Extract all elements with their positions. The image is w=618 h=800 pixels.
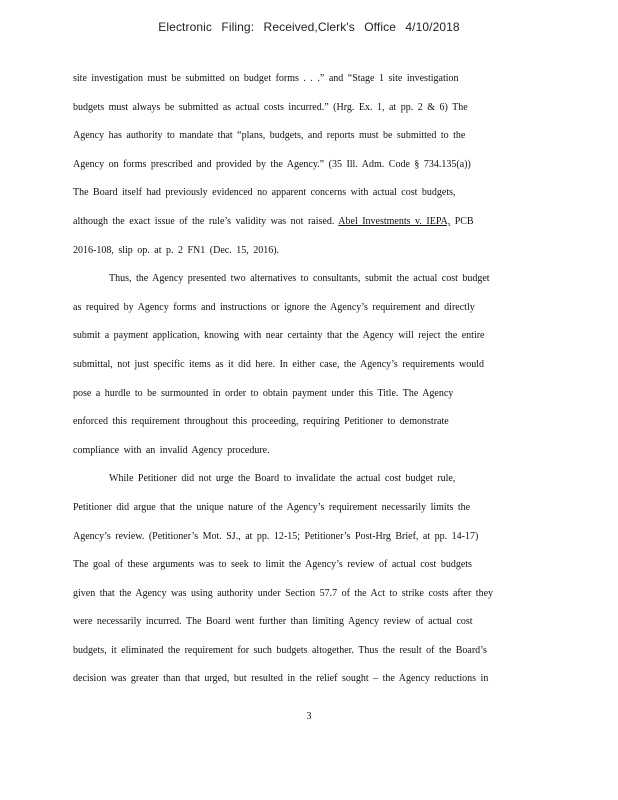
filing-stamp-header: Electronic Filing: Received,Clerk's Office 4/10/2018: [158, 20, 460, 34]
text-line: budgets must always be submitted as actual costs incurred.” (Hrg. Ex. 1, at pp. 2 & 6) The: [73, 101, 468, 113]
text-line: submittal, not just specific items as it did here. In either case, the Agency’s requirements would: [73, 358, 485, 370]
page-number: 3: [306, 711, 312, 722]
text-line: Petitioner did argue that the unique nature of the Agency’s requirement necessarily limits the: [73, 501, 471, 513]
text-line: budgets, it eliminated the requirement for such budgets altogether. Thus the result of the Board’s: [73, 644, 487, 656]
text-line: While Petitioner did not urge the Board to invalidate the actual cost budget rule,: [109, 473, 456, 485]
text-line: enforced this requirement throughout this proceeding, requiring Petitioner to demonstrate: [73, 416, 449, 428]
paragraph-2: [73, 271, 543, 471]
text-line: Thus, the Agency presented two alternatives to consultants, submit the actual cost budget: [109, 273, 490, 285]
text-line: given that the Agency was using authority under Section 57.7 of the Act to strike costs after they: [73, 587, 494, 599]
text-line: compliance with an invalid Agency procedure.: [73, 444, 270, 456]
text-segment: although the exact issue of the rule’s validity was not raised.: [73, 215, 339, 227]
text-line: The Board itself had previously evidenced no apparent concerns with actual cost budgets,: [73, 187, 456, 199]
text-line: The goal of these arguments was to seek to limit the Agency’s review of actual cost budgets: [73, 559, 472, 571]
paragraph-3: [73, 471, 543, 700]
text-line: site investigation must be submitted on budget forms . . .” and “Stage 1 site investigation: [73, 73, 459, 84]
text-segment: PCB: [450, 215, 474, 227]
text-line: were necessarily incurred. The Board went further than limiting Agency review of actual cost: [73, 616, 473, 628]
text-line: [73, 214, 543, 243]
text-line: submit a payment application, knowing with near certainty that the Agency will reject the entire: [73, 330, 485, 342]
text-line: as required by Agency forms and instructions or ignore the Agency’s requirement and directly: [73, 301, 475, 313]
text-line: Agency has authority to mandate that “plans, budgets, and reports must be submitted to the: [73, 130, 466, 142]
text-line: pose a hurdle to be surmounted in order to obtain payment under this Title. The Agency: [73, 387, 454, 399]
text-line: 2016-108, slip op. at p. 2 FN1 (Dec. 15, 2016).: [73, 244, 280, 256]
body-text: [73, 71, 543, 700]
text-line: decision was greater than that urged, but resulted in the relief sought – the Agency reductions in: [73, 673, 489, 685]
case-citation: Abel Investments v. IEPA,: [338, 215, 451, 227]
text-line: Agency on forms prescribed and provided by the Agency.” (35 Ill. Adm. Code § 734.135(a)): [73, 158, 471, 170]
text-line: Agency’s review. (Petitioner’s Mot. SJ., at pp. 12-15; Petitioner’s Post-Hrg Brief, at pp. 14-17): [73, 530, 479, 542]
paragraph-1: [73, 71, 543, 271]
